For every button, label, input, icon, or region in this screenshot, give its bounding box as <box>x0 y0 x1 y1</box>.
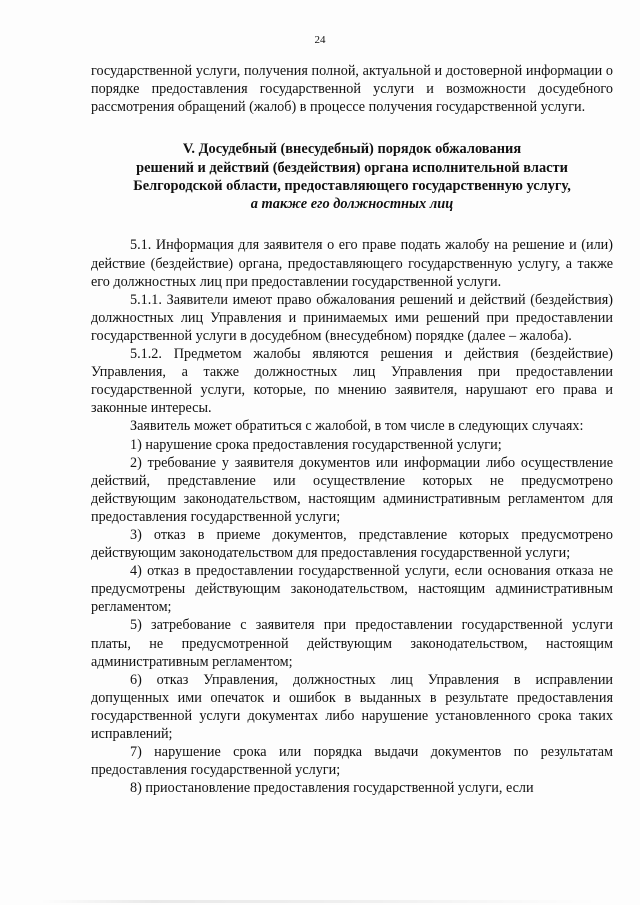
paragraph-5-1-1: 5.1.1. Заявители имеют право обжалования решений и действий (бездействия) должностных лиц Управления и принимаемых ими решений при предоставлении государственной услуги в досудебном (внесудебном) порядке (далее – жалоба). <box>91 291 613 344</box>
paragraph-applicant: Заявитель может обратиться с жалобой, в том числе в следующих случаях: <box>130 418 584 435</box>
heading-line-1: V. Досудебный (внесудебный) порядок обжалования <box>182 141 522 158</box>
page-number: 24 <box>314 34 326 46</box>
page-content <box>91 62 613 797</box>
case-item-8: 8) приостановление предоставления государственной услуги, если <box>130 780 534 797</box>
intro-paragraph: государственной услуги, получения полной, актуальной и достоверной информации о порядке предоставления государственной услуги и возможности досудебного рассмотрения обращений (жалоб) в процессе получения государственной услуги. <box>91 63 613 116</box>
case-item-1: 1) нарушение срока предоставления государственной услуги; <box>130 436 502 453</box>
paragraph-5-1: 5.1. Информация для заявителя о его праве подать жалобу на решение и (или) действие (бездействие) органа, предоставляющего государственную услугу, а также его должностных лиц при предоставлении государственной услуги. <box>91 237 613 290</box>
heading-line-3: Белгородской области, предоставляющего государственную услугу, <box>133 177 571 194</box>
case-item-7: 7) нарушение срока или порядка выдачи документов по результатам предоставления государственной услуги; <box>91 744 613 779</box>
case-item-2: 2) требование у заявителя документов или информации либо осуществление действий, представление или осуществление которых не предусмотрено действующим законодательством, настоящим административным регламентом для предоставления государственной услуги; <box>91 454 613 525</box>
case-item-6: 6) отказ Управления, должностных лиц Управления в исправлении допущенных ими опечаток и ошибок в выданных в результате предоставления государственной услуги документах либо нарушение установленного срока таких исправлений; <box>91 671 613 742</box>
heading-line-4: а также его должностных лиц <box>250 196 454 213</box>
case-item-4: 4) отказ в предоставлении государственной услуги, если основания отказа не предусмотрены действующим законодательством, настоящим административным регламентом; <box>91 563 613 616</box>
case-item-3: 3) отказ в приеме документов, представление которых предусмотрено действующим законодательством для предоставления государственной услуги; <box>91 526 613 562</box>
section-heading <box>91 140 613 213</box>
paragraph-5-1-2: 5.1.2. Предметом жалобы являются решения и действия (бездействие) Управления, а также должностных лиц Управления при предоставлении государственной услуги, которые, по мнению заявителя, нарушают его права и законные интересы. <box>91 346 613 417</box>
heading-line-2: решений и действий (бездействия) органа исполнительной власти <box>136 159 568 176</box>
scan-edge-artifact <box>40 900 600 903</box>
case-item-5: 5) затребование с заявителя при предоставлении государственной услуги платы, не предусмотренной действующим законодательством, настоящим административным регламентом; <box>91 617 613 670</box>
